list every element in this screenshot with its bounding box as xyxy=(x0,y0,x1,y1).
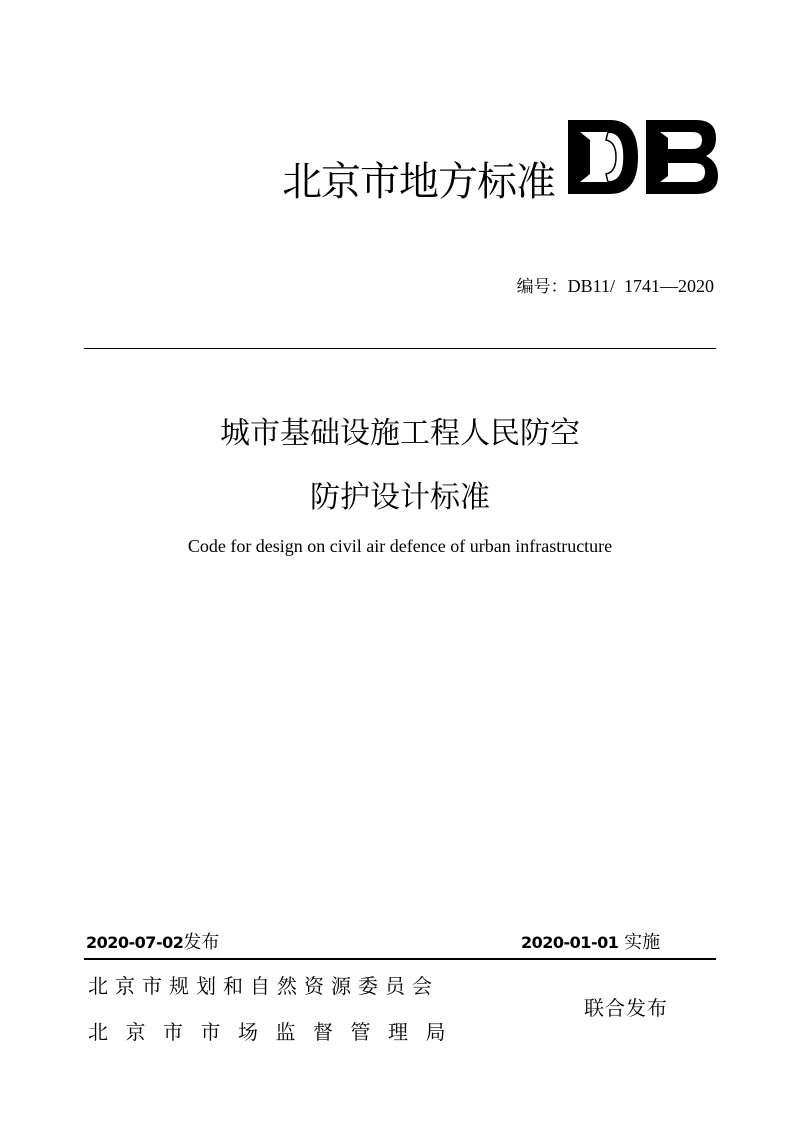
title-line-1: 城市基础设施工程人民防空 xyxy=(220,416,580,451)
joint-publish-label: 联合发布 xyxy=(584,996,668,1020)
top-divider xyxy=(84,348,716,349)
effective-label: 实施 xyxy=(624,932,661,953)
issuer-line-2: 北京市市场监督管理局 xyxy=(88,1020,463,1044)
header-title: 北京市地方标准 xyxy=(282,159,555,205)
standard-number-value: DB11/ 1741—2020 xyxy=(567,276,714,296)
english-title: Code for design on civil air defence of urban infrastructure xyxy=(187,536,613,556)
publish-date: 2020-07-02 xyxy=(86,933,184,952)
title-line-2: 防护设计标准 xyxy=(310,480,490,515)
standard-number-label: 编号： xyxy=(516,277,568,297)
issuer-line-1: 北京市规划和自然资源委员会 xyxy=(88,974,439,998)
bottom-divider xyxy=(84,958,716,960)
standard-number xyxy=(517,272,714,297)
effective-date: 2020-01-01 xyxy=(521,933,619,952)
publish-info xyxy=(86,928,219,954)
db-logo xyxy=(568,118,718,196)
publish-label: 发布 xyxy=(183,932,220,953)
effective-info xyxy=(521,928,660,954)
